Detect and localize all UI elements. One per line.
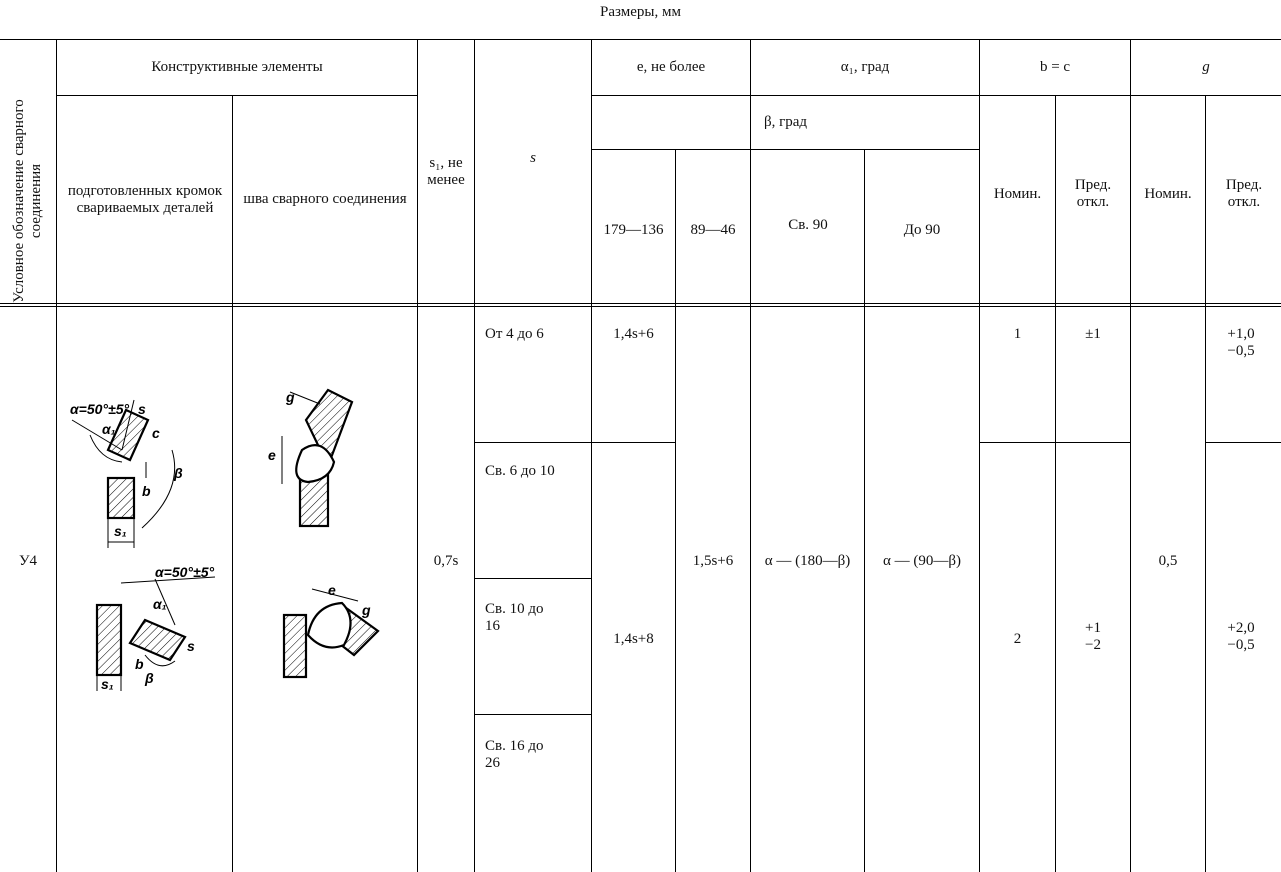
page-caption: Размеры, мм — [600, 4, 681, 20]
s-range-3: Св. 10 до 16 — [485, 601, 544, 634]
g-tolerance-header: Пред. откл. — [1225, 177, 1263, 210]
sketch-label-s1: s₁ — [114, 523, 127, 539]
b-nominal-2: 2 — [1013, 631, 1022, 647]
beta-range-2: 89—46 — [690, 221, 736, 238]
s-range-1: От 4 до 6 — [485, 326, 544, 342]
sketch-label-s: s — [187, 638, 195, 654]
grid-line — [1205, 95, 1206, 872]
weld-seam-sketch-bottom — [278, 575, 398, 685]
grid-line — [475, 442, 675, 443]
grid-line — [232, 95, 233, 872]
grid-line — [56, 39, 57, 872]
sketch-label-c: c — [152, 425, 160, 441]
sketch-label-b: b — [135, 656, 144, 672]
g-nominal-header: Номин. — [1144, 185, 1192, 202]
g-nominal-cell: 0,5 — [1158, 553, 1178, 569]
sketch-label-g: g — [362, 602, 371, 618]
sketch-label-beta: β — [145, 670, 154, 686]
alpha1-header: α₁, град — [840, 59, 890, 75]
sketch-label-beta: β — [174, 465, 183, 481]
sketch-label-g: g — [286, 389, 295, 405]
grid-line — [1055, 95, 1056, 872]
beta-range-1: 179—136 — [603, 221, 664, 238]
sketch-label-s: s — [138, 401, 146, 417]
grid-line — [417, 39, 418, 872]
b-nominal-header: Номин. — [993, 185, 1042, 202]
e-cell-1: 1,4s+6 — [613, 326, 654, 342]
grid-line — [750, 39, 751, 872]
sketch-label-b: b — [142, 483, 151, 499]
sketch-label-alpha: α=50°±5° — [155, 564, 215, 580]
sketch-label-alpha1: α₁ — [102, 421, 116, 437]
sketch-label-e: e — [328, 582, 336, 598]
alpha1-over90-cell: α — (180—β) — [764, 553, 851, 569]
sketch-label-e: e — [268, 447, 276, 463]
s1-cell: 0,7s — [433, 553, 459, 569]
beta-range-4: До 90 — [903, 221, 941, 238]
s-range-4: Св. 16 до 26 — [485, 738, 544, 771]
b-nominal-1: 1 — [1013, 326, 1022, 342]
sketch-label-s1: s₁ — [101, 676, 114, 692]
e-mid-cell: 1,5s+6 — [692, 553, 734, 569]
g-tolerance-2: +2,0 −0,5 — [1227, 620, 1255, 653]
alpha1-upto90-cell: α — (90—β) — [883, 553, 961, 569]
weld-seam-header: шва сварного соединения — [243, 191, 407, 207]
designation-header: Условное обозначение сварного соединения — [11, 99, 44, 303]
grid-line — [475, 714, 591, 715]
sketch-label-alpha1: α₁ — [153, 596, 167, 612]
prepared-edges-header: подготовленных кромок свариваемых деталей — [67, 182, 223, 216]
edge-prep-sketch-top — [62, 390, 212, 550]
grid-line — [475, 578, 591, 579]
beta-range-3: Св. 90 — [788, 216, 828, 233]
e-header: e, не более — [636, 59, 706, 75]
b-tolerance-1: ±1 — [1085, 326, 1101, 342]
b-tolerance-2: +1 −2 — [1085, 620, 1101, 653]
structural-elements-header: Конструктивные элементы — [151, 59, 323, 75]
edge-prep-sketch-bottom — [75, 565, 225, 695]
b-tolerance-header: Пред. откл. — [1074, 177, 1112, 210]
weld-seam-sketch-top — [268, 380, 378, 530]
g-tolerance-1: +1,0 −0,5 — [1227, 326, 1255, 359]
e-cell-2: 1,4s+8 — [613, 631, 654, 647]
sketch-label-alpha: α=50°±5° — [70, 401, 130, 417]
s-range-2: Св. 6 до 10 — [485, 463, 555, 479]
grid-line — [1205, 442, 1281, 443]
beta-header: β, град — [763, 114, 808, 130]
designation-cell: У4 — [18, 553, 38, 569]
g-header: g — [1202, 59, 1210, 75]
s-header: s — [530, 149, 536, 166]
s1-header: s₁, не менее — [427, 154, 465, 188]
bc-header: b = c — [1039, 59, 1071, 75]
